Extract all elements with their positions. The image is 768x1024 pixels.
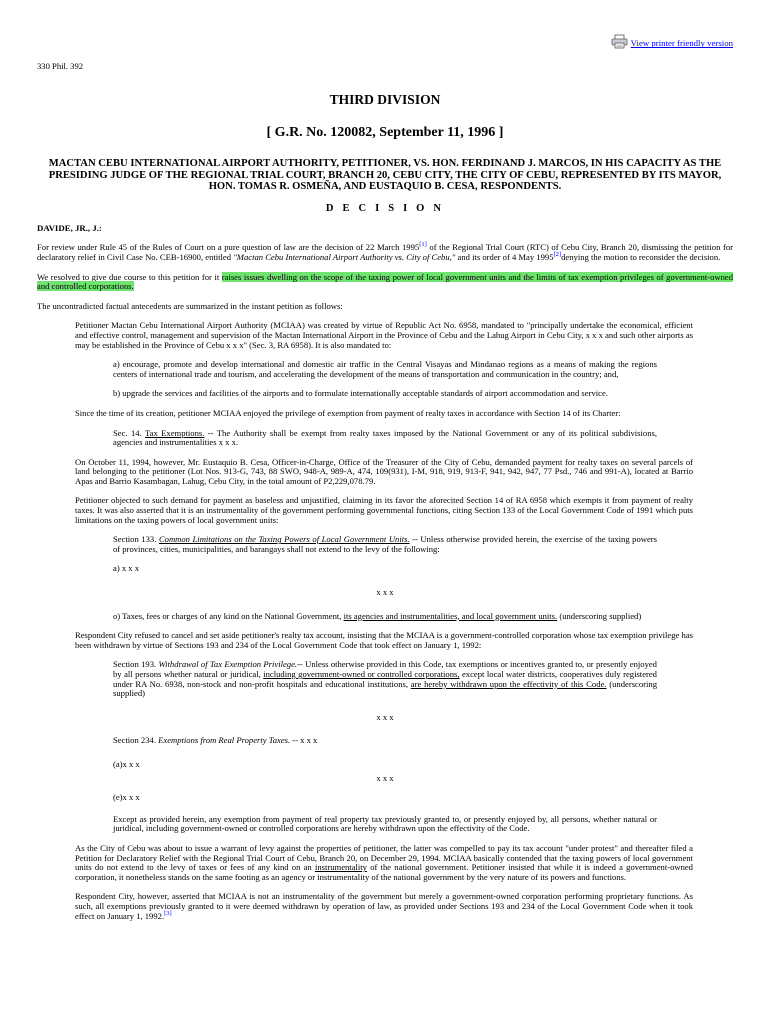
section-133-quote: [113, 535, 657, 554]
printer-icon[interactable]: [611, 34, 628, 49]
text: We resolved to give due course to this petition for it: [37, 271, 222, 282]
paragraph-exemption-history: Since the time of its creation, petitioner MCIAA enjoyed the privilege of exemption from payment of realty taxes in accordance with Section 14 of its Charter:: [75, 407, 621, 418]
text: (underscoring supplied): [557, 610, 642, 621]
text: Section 234.: [113, 735, 159, 746]
text: o) Taxes, fees or charges of any kind on the National Government,: [113, 610, 344, 621]
text: Respondent City, however, asserted that MCIAA is not an instrumentality of the government but merely a government-owned corporation performing proprietary functions. As such, all exemptions previously granted to it were deemed withdrawn by operation of law, as provided under Sections 193 and 234 of the Local Government Code when it took effect on January 1, 1992.: [75, 891, 693, 921]
text: Sec. 14.: [113, 427, 145, 438]
mandate-item-a: a) encourage, promote and develop international and domestic air traffic in the Central Visayas and Mindanao regions as a means of making the regions centers of international trade and tourism, and accelerating the development of the means of transportation and communication in the country; and,: [113, 359, 657, 379]
section-133-item-a: a) x x x: [113, 563, 140, 574]
section-234-quote: [113, 736, 657, 746]
text: of the Regional Trial Court (RTC) of Cebu City, Branch 20, dismissing the petition for declaratory relief in Civil Case No. CEB-16900, entitled: [37, 242, 733, 262]
text: Section 193.: [113, 659, 159, 670]
case-caption: MACTAN CEBU INTERNATIONAL AIRPORT AUTHORITY, PETITIONER, VS. HON. FERDINAND J. MARCOS, IN HIS CAPACITY AS THE PRESIDING JUDGE OF THE REGIONAL TRIAL COURT, BRANCH 20, CEBU CITY, THE CITY OF CEBU, REPRESENTED BY ITS MAYOR, HON. TOMAS R. OSMEÑA, AND EUSTAQUIO B. CESA, RESPONDENTS.: [48, 158, 722, 193]
paragraph-antecedents: The uncontradicted factual antecedents are summarized in the instant petition as follows:: [37, 300, 343, 311]
division-heading: THIRD DIVISION: [329, 92, 441, 107]
section-14-quote: [113, 429, 657, 448]
highlighted-text: raises issues dwelling on the scope of the taxing power of local government units and the limits of tax exemption privileges of government-owned and controlled corporations.: [37, 271, 733, 292]
text: -- The Authority shall be exempt from realty taxes imposed by the National Government or any of its political subdivisions, agencies and instrumentalities x x x.: [113, 427, 657, 448]
document-body: [37, 92, 733, 921]
paragraph-objection: Petitioner objected to such demand for payment as baseless and unjustified, claiming in its favor the aforecited Section 14 of RA 6958 which exempts it from payment of realty taxes. It was also asserted that it is an instrumentality of the government performing governmental functions, citing Section 133 of the Local Government Code of 1991 which puts limitations on the taxing powers of local government units:: [75, 495, 693, 525]
paragraph-review: [37, 243, 733, 262]
underlined-text: Tax Exemptions.: [144, 427, 205, 438]
paragraph-due-course: [37, 273, 733, 292]
section-193-quote: [113, 660, 657, 698]
printer-friendly-link[interactable]: View printer friendly version: [630, 38, 733, 49]
mandate-item-b: b) upgrade the services and facilities of the airports and to formulate internationally acceptable standards of airport accommodation and service.: [113, 388, 608, 399]
paragraph-declaratory-relief: [75, 844, 693, 882]
section-234-exception: Except as provided herein, any exemption from payment of real property tax previously granted to, or presently enjoyed by, all persons, whether natural or juridical, including government-owned or controlled corporations are hereby withdrawn upon the effectivity of the Code.: [113, 813, 657, 834]
text: (underscoring supplied): [113, 678, 657, 699]
text: and its order of 4 May 1995: [455, 251, 554, 262]
paragraph-mciaa-created: Petitioner Mactan Cebu International Airport Authority (MCIAA) was created by virtue of Republic Act No. 6958, mandated to "principally undertake the economical, efficient and effective control, management and supervision of the Mactan International Airport in the Province of Cebu and the Lahug Airport in Cebu City, x x x and such other airports as may be established in the Province of Cebu x x x" (Sec. 3, RA 6958). It is also mandated to:: [75, 320, 693, 350]
footnote-link-1[interactable]: [1]: [419, 241, 427, 249]
underlined-text: including government-owned or controlled corporations,: [263, 669, 460, 679]
underlined-text: its agencies and instrumentalities, and local government units.: [343, 610, 558, 621]
case-number: [ G.R. No. 120082, September 11, 1996 ]: [266, 125, 504, 140]
underlined-text: Common Limitations on the Taxing Powers of Local Government Units.: [158, 534, 410, 545]
footnote-link-3[interactable]: [3]: [164, 909, 172, 917]
underlined-text: instrumentality: [314, 862, 367, 873]
text: -- x x x: [290, 735, 318, 746]
text: denying the motion to reconsider the decision.: [561, 251, 721, 262]
ellipsis-marker: x x x: [376, 711, 394, 722]
printer-friendly-link-group[interactable]: [611, 34, 733, 49]
text: For review under Rule 45 of the Rules of Court on a pure question of law are the decision of 22 March 1995: [37, 242, 420, 253]
ellipsis-marker: x x x: [376, 587, 394, 598]
decision-heading: D E C I S I O N: [325, 202, 445, 214]
phil-citation: 330 Phil. 392: [37, 61, 84, 71]
footnote-link-2[interactable]: [2]: [553, 251, 562, 259]
ponente: DAVIDE, JR., J.:: [37, 222, 102, 233]
paragraph-demand: On October 11, 1994, however, Mr. Eustaquio B. Cesa, Officer-in-Charge, Office of the Treasurer of the City of Cebu, demanded payment for realty taxes on several parcels of land belonging to the petitioner (Lot Nos. 913-G, 743, 88 SWO, 948-A, 989-A, 474, 109(931), I-M, 918, 919, 913-F, 941, 942, 947, 77 Psd., 746 and 991-A), located at Barrio Apas and Barrio Kasambagan, Lahug, Cebu City, in the total amount of P2,229,078.79.: [75, 456, 693, 486]
section-133-item-o: [113, 612, 657, 622]
text: Section 133.: [113, 534, 159, 545]
text: of the national government. Petitioner insisted that while it is indeed a government-owned corporation, it nonetheless stands on the same footing as an agency or instrumentality of the national government by the very nature of its powers and functions.: [75, 862, 693, 882]
case-title: "Mactan Cebu International Airport Authority vs. City of Cebu,": [233, 251, 456, 262]
italic-text: Withdrawal of Tax Exemption Privilege.: [158, 659, 298, 670]
section-234-item-a: (a)x x x: [113, 758, 140, 769]
underlined-text: are hereby withdrawn upon the effectivity of this Code.: [410, 678, 607, 689]
ellipsis-marker: x x x: [376, 772, 394, 783]
text: except local water districts, cooperatives duly registered under RA No. 6938, non-stock and non-profit hospitals and educational institutions,: [113, 669, 657, 689]
text: -- Unless otherwise provided herein, the exercise of the taxing powers of provinces, cities, municipalities, and barangays shall not extend to the levy of the following:: [113, 534, 657, 554]
paragraph-city-refused: Respondent City refused to cancel and set aside petitioner's realty tax account, insisting that the MCIAA is a government-controlled corporation whose tax exemption privilege has been withdrawn by virtue of Sections 193 and 234 of the Local Government Code that took effect on January 1, 1992:: [75, 630, 693, 650]
paragraph-city-asserted: [75, 892, 693, 921]
text: As the City of Cebu was about to issue a warrant of levy against the properties of petitioner, the latter was compelled to pay its tax account "under protest" and thereafter filed a Petition for Declaratory Relief with the Regional Trial Court of Cebu, Branch 20, on December 29, 1994. MCIAA basically contended that the taxing powers of local government units do not extend to the levy of taxes or fees of any kind on an: [75, 842, 693, 873]
text: -- Unless otherwise provided in this Code, tax exemptions or incentives granted to, or presently enjoyed by all persons whether natural or juridical,: [113, 659, 657, 679]
italic-text: Exemptions from Real Property Taxes.: [158, 735, 291, 746]
section-234-item-e: (e)x x x: [113, 792, 140, 803]
